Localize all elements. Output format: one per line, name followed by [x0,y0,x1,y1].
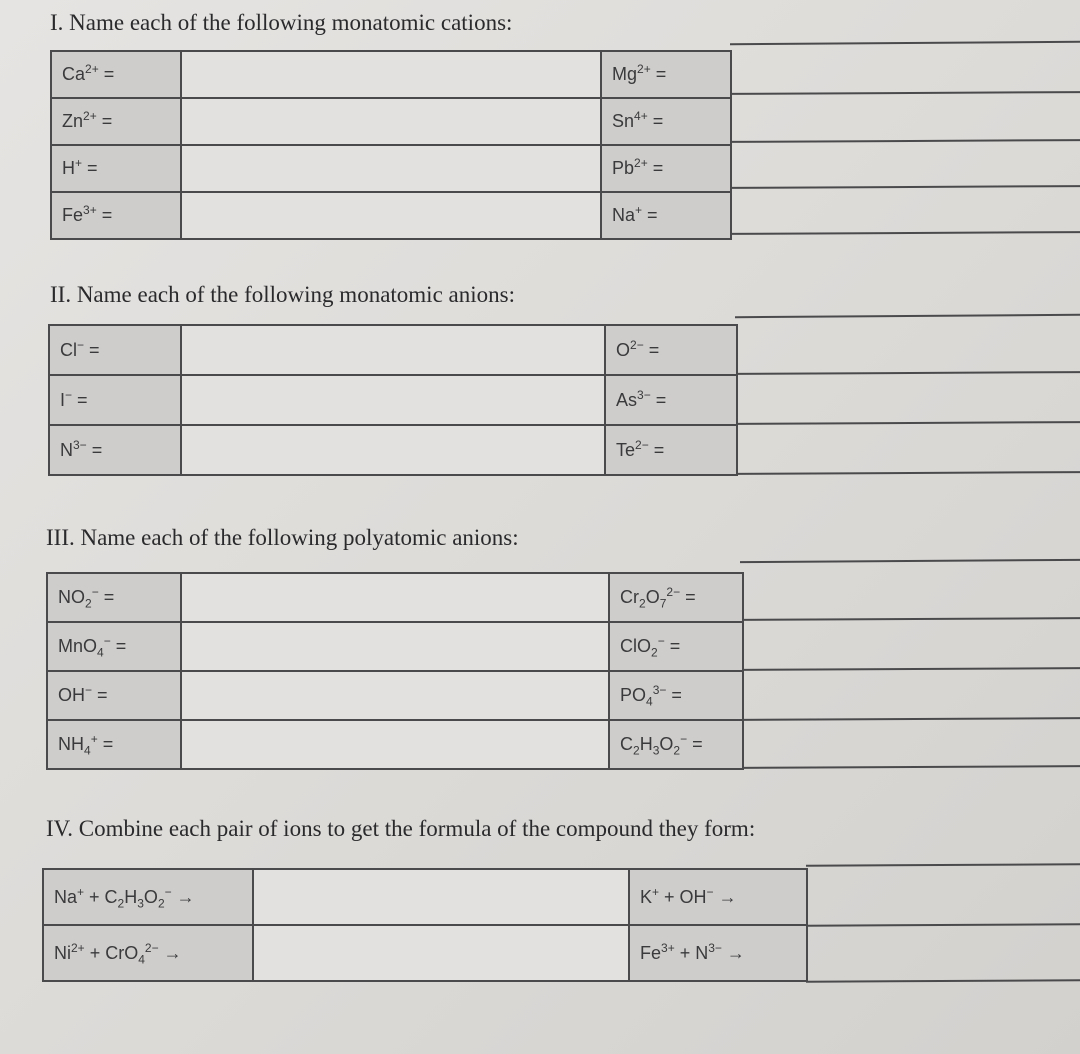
table-row [51,51,731,98]
table-row [49,425,737,475]
ion-label: Cl− = [49,325,181,375]
table-row [47,671,743,720]
rule-line [730,41,1080,45]
answer-line [730,91,1080,95]
answer-line [730,139,1080,143]
answer-line [730,231,1080,235]
rule-line [806,863,1080,866]
ion-label: $Fe^{3+}$ = [51,192,181,239]
table-row [51,145,731,192]
answer-field[interactable] [181,573,609,622]
answer-line [806,923,1080,926]
section-3-heading: III. Name each of the following polyatomic anions: [46,525,519,550]
answer-field[interactable] [181,98,601,145]
answer-line [742,617,1080,621]
ion-label: $Sn^{4+}$ = [601,98,731,145]
section-1-heading: I. Name each of the following monatomic cations: [50,10,513,35]
table-row [47,720,743,769]
ion-label: $NH_4^+$ = [47,720,181,769]
ion-label: MnO$_4$− = [47,622,181,671]
ion-label: H+ = [51,145,181,192]
ion-label: I− = [49,375,181,425]
answer-line [806,979,1080,982]
ion-label: $Zn^{2+}$ = [51,98,181,145]
answer-field[interactable] [181,145,601,192]
table-row [47,622,743,671]
ion-label: ClO$_2$− = [609,622,743,671]
answer-field[interactable] [253,925,629,981]
section-4-heading: IV. Combine each pair of ions to get the formula of the compound they form: [46,816,756,841]
rule-line [740,559,1080,563]
ion-label: $Pb^{2+}$ = [601,145,731,192]
ion-label: OH− = [47,671,181,720]
answer-line [742,667,1080,671]
monatomic-anions-table [48,324,738,476]
answer-field[interactable] [181,671,609,720]
answer-field[interactable] [181,192,601,239]
ion-label: $Mg^{2+}$ = [601,51,731,98]
table-row [51,192,731,239]
ion-pair-label: K+ + OH− → [629,869,807,925]
ion-label: $As^{3-}$ = [605,375,737,425]
rule-line [735,314,1080,318]
answer-field[interactable] [181,51,601,98]
answer-line [730,185,1080,189]
answer-line [736,471,1080,475]
table-row [51,98,731,145]
table-row [43,925,807,981]
answer-line [736,371,1080,375]
answer-field[interactable] [253,869,629,925]
answer-field[interactable] [181,375,605,425]
ion-label: $Ca^{2+}$ = [51,51,181,98]
table-row [43,869,807,925]
ion-label: $O^{2-}$ = [605,325,737,375]
ion-label: $Cr_2O_7^{2-}$ = [609,573,743,622]
table-row [49,325,737,375]
answer-line [742,765,1080,769]
ion-label: $C_2H_3O_2^-$ = [609,720,743,769]
ion-label: $PO_4^{3-}$ = [609,671,743,720]
answer-field[interactable] [181,325,605,375]
polyatomic-anions-table [46,572,744,770]
table-row [47,573,743,622]
ion-label: $N^{3-}$ = [49,425,181,475]
ion-label: $Te^{2-}$ = [605,425,737,475]
ion-pair-label: $Ni^{2+} + CrO_4^{2-}$ → [43,925,253,981]
cations-table [50,50,732,240]
table-row [49,375,737,425]
ion-label: $NO_2^-$ = [47,573,181,622]
answer-line [736,421,1080,425]
answer-field[interactable] [181,720,609,769]
ion-pair-label: $Na^+ + C_2H_3O_2^-$ → [43,869,253,925]
ion-label: Na+ = [601,192,731,239]
answer-field[interactable] [181,622,609,671]
section-2-heading: II. Name each of the following monatomic anions: [50,282,515,307]
ion-pair-label: $Fe^{3+} + N^{3-}$ → [629,925,807,981]
answer-line [742,717,1080,721]
answer-field[interactable] [181,425,605,475]
combine-ions-table [42,868,808,982]
